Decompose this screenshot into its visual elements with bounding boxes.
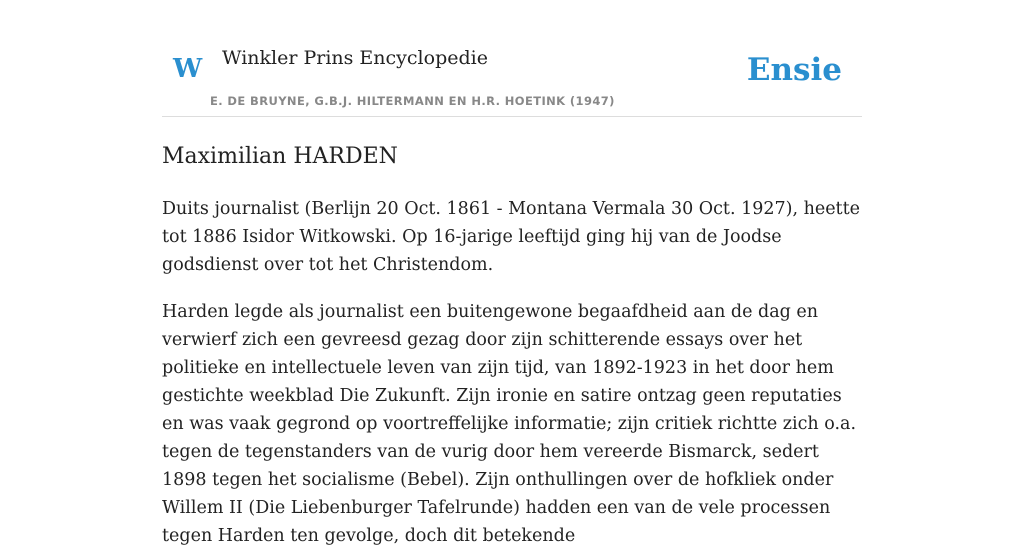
page-container (162, 0, 862, 550)
source-header (162, 0, 862, 117)
article-paragraph: Harden legde als journalist een buitengewone begaafdheid aan de dag en verwierf zich een gevreesd gezag door zijn schitterende essays over het politieke en intellectuele leven van zijn tijd, van 1892-1923 in het door hem gestichte weekblad Die Zukunft. Zijn ironie en satire ontzag geen reputaties en was vaak gegrond op voortreffelijke informatie; zijn critiek richtte zich o.a. tegen de tegenstanders van de vurig door hem vereerde Bismarck, sedert 1898 tegen het socialisme (Bebel). Zijn onthullingen over de hofkliek onder Willem II (Die Liebenburger Tafelrunde) hadden een van de vele processen tegen Harden ten gevolge, doch dit betekende (162, 302, 857, 546)
brand-logo[interactable]: Ensie (746, 52, 842, 88)
source-authors: E. DE BRUYNE, G.B.J. HILTERMANN EN H.R. HOETINK (1947) (210, 94, 615, 108)
article-title: Maximilian HARDEN (162, 144, 398, 169)
source-title[interactable]: Winkler Prins Encyclopedie (222, 47, 488, 69)
source-logo-icon[interactable]: W (173, 54, 203, 84)
article-paragraph: Duits journalist (Berlijn 20 Oct. 1861 - Montana Vermala 30 Oct. 1927), heette tot 1886 Isidor Witkowski. Op 16-jarige leeftijd ging hij van de Joodse godsdienst over tot het Christendom. (162, 199, 860, 275)
